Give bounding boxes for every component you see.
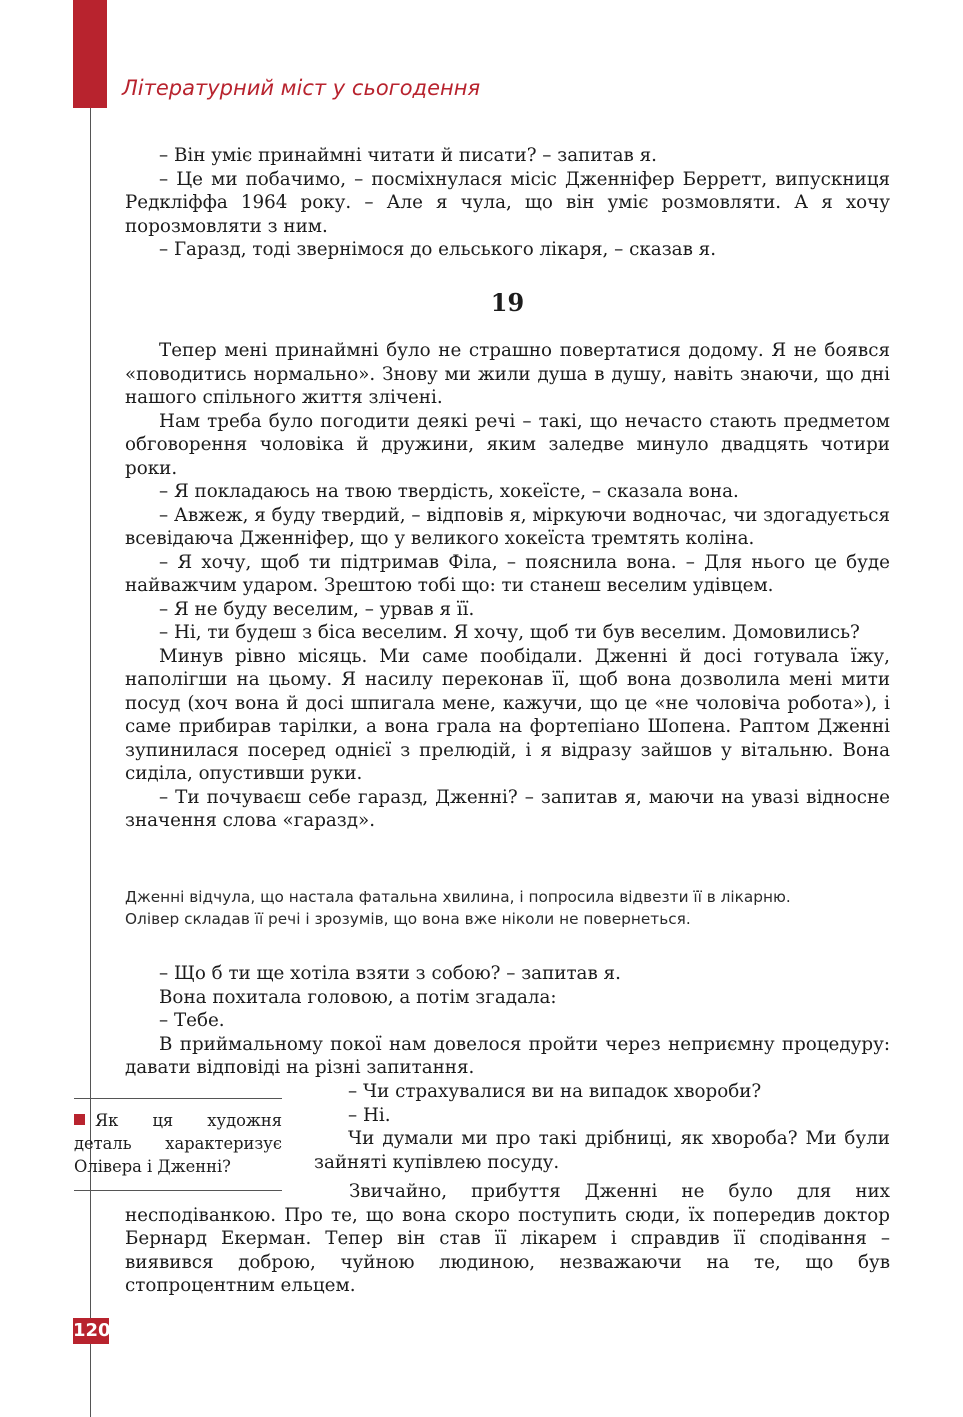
text-block-after-summary xyxy=(125,962,890,1080)
paragraph: – Це ми побачимо, – посміхнулася місіс Дженніфер Берретт, випускниця Редкліффа 1964 року. – Але я чула, що він уміє розмовляти. А я хочу порозмовляти з ним. xyxy=(125,168,890,237)
paragraph: Минув рівно місяць. Ми саме пообідали. Дженні й досі готувала їжу, наполігши на цьому. Я насилу переконав її, щоб вона дозволила мені мити посуд (хоч вона й досі шпигала мене, кажучи, що це «не чоловіча робота»), і саме прибирав тарілки, а вона грала на фортепіано Шопена. Раптом Дженні зупинилася посеред однієї з прелюдій, і я відразу зайшов у вітальню. Вона сиділа, опустивши руки. xyxy=(125,645,890,784)
paragraph: – Ні. xyxy=(348,1104,391,1126)
square-bullet-icon xyxy=(74,1114,85,1125)
paragraph: – Я не буду веселим, – урвав я її. xyxy=(159,598,475,620)
side-note xyxy=(74,1098,282,1191)
paragraph: – Тебе. xyxy=(159,1010,225,1031)
paragraph: Звичайно, прибуття Дженні не було для них несподіванкою. Про те, що вона скоро поступить сюди, їх попередив доктор Бернард Екерман. Тепер він став її лікарем і справдив її сподівання – виявився доброю, чуйною людиною, незважаючи на те, що був стопроцентним ельцем. xyxy=(125,1181,890,1296)
summary-line: Дженні відчула, що настала фатальна хвилина, і попросила відвезти її в лікарню. xyxy=(125,888,791,906)
paragraph: Чи думали ми про такі дрібниці, як хвороба? Ми були зайняті купівлею посуду. xyxy=(314,1128,890,1173)
running-title: Літературний міст у сьогодення xyxy=(122,76,481,100)
summary-line: Олівер складав її речі і зрозумів, що вона вже ніколи не повернеться. xyxy=(125,910,691,928)
text-block-top xyxy=(125,144,890,262)
margin-rule xyxy=(90,108,91,1417)
paragraph: – Гаразд, тоді звернімося до ельського лікаря, – сказав я. xyxy=(159,239,717,260)
chapter-number: 19 xyxy=(490,288,525,317)
paragraph: – Авжеж, я буду твердий, – відповів я, міркуючи водночас, чи здогадується всевідаюча Дженніфер, що у великого хокеїста тремтять коліна. xyxy=(125,504,890,549)
paragraph: – Я хочу, щоб ти підтримав Філа, – пояснила вона. – Для нього це буде найважчим ударом. Зрештою тобі що: ти станеш веселим удівцем. xyxy=(125,551,890,596)
header-red-bar xyxy=(73,0,107,108)
paragraph: В приймальному покої нам довелося пройти через неприємну процедуру: давати відповіді на різні запитання. xyxy=(125,1033,890,1078)
text-block-chapter xyxy=(125,339,890,833)
paragraph: – Чи страхувалися ви на випадок хвороби? xyxy=(348,1081,762,1102)
paragraph: – Ти почуваєш себе гаразд, Дженні? – запитав я, маючи на увазі відносне значення слова «гаразд». xyxy=(125,786,890,831)
side-note-question: Як ця художня деталь характеризує Олівера і Дженні? xyxy=(74,1111,282,1176)
paragraph: Вона похитала головою, а потім згадала: xyxy=(159,986,557,1008)
text-block-bottom xyxy=(125,1180,890,1298)
plot-summary xyxy=(125,886,895,930)
paragraph: – Він уміє принаймні читати й писати? – запитав я. xyxy=(159,145,657,166)
page-number: 120 xyxy=(73,1318,109,1344)
paragraph: – Я покладаюсь на твою твердість, хокеїсте, – сказала вона. xyxy=(159,481,739,502)
paragraph: – Що б ти ще хотіла взяти з собою? – запитав я. xyxy=(159,963,621,984)
text-block-narrow xyxy=(314,1080,890,1174)
paragraph: – Ні, ти будеш з біса веселим. Я хочу, щоб ти був веселим. Домовились? xyxy=(159,622,860,643)
paragraph: Нам треба було погодити деякі речі – такі, що нечасто стають предметом обговорення чоловіка й дружини, яким заледве минуло двадцять чотири роки. xyxy=(125,410,890,479)
paragraph: Тепер мені принаймні було не страшно повертатися додому. Я не боявся «поводитись нормально». Знову ми жили душа в душу, навіть знаючи, що дні нашого спільного життя злічені. xyxy=(125,340,890,408)
